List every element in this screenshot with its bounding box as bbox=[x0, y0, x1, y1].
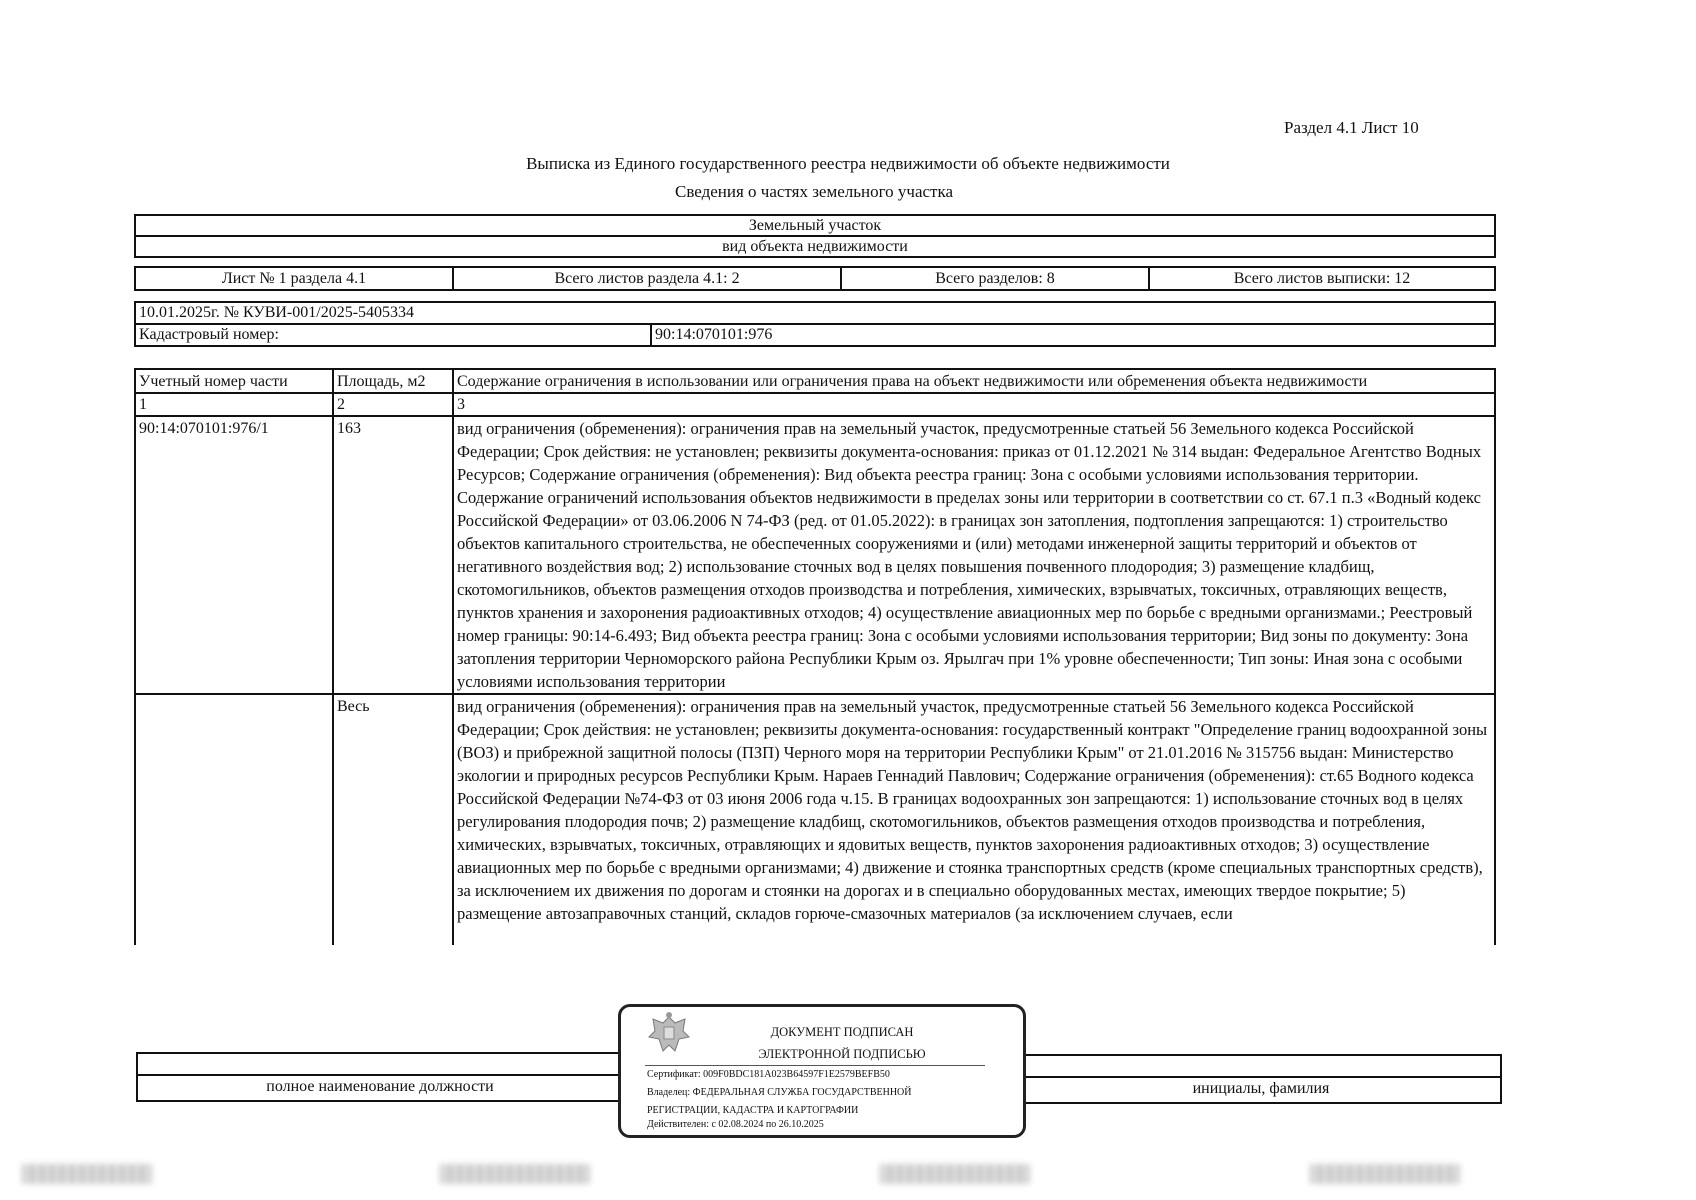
part-area: Весь bbox=[333, 694, 453, 945]
object-type-label: вид объекта недвижимости bbox=[135, 236, 1495, 257]
col-number-2: 2 bbox=[333, 393, 453, 416]
name-signature-box bbox=[1020, 1054, 1502, 1104]
total-extract-sheets: Всего листов выписки: 12 bbox=[1149, 267, 1495, 290]
object-table bbox=[134, 214, 1496, 258]
restriction-content-cell bbox=[453, 694, 1495, 945]
document-title: Выписка из Единого государственного реестра недвижимости об объекте недвижимости bbox=[526, 154, 1170, 173]
stamp-line-2: ЭЛЕКТРОННОЙ ПОДПИСЬЮ bbox=[758, 1047, 926, 1061]
scan-smudge bbox=[22, 1164, 152, 1184]
header-area: Площадь, м2 bbox=[333, 369, 453, 393]
stamp-line-1: ДОКУМЕНТ ПОДПИСАН bbox=[770, 1025, 914, 1039]
stamp-owner-2: РЕГИСТРАЦИИ, КАДАСТРА И КАРТОГРАФИИ bbox=[647, 1105, 859, 1116]
stamp-owner-1: Владелец: ФЕДЕРАЛЬНАЯ СЛУЖБА ГОСУДАРСТВЕННОЙ bbox=[647, 1087, 912, 1098]
scan-smudge bbox=[880, 1164, 1030, 1184]
part-number: 90:14:070101:976/1 bbox=[135, 416, 333, 694]
col-number-1: 1 bbox=[135, 393, 333, 416]
position-signature-box bbox=[136, 1052, 622, 1102]
table-row bbox=[135, 416, 1495, 694]
col-number-3: 3 bbox=[453, 393, 1495, 416]
total-section-sheets: Всего листов раздела 4.1: 2 bbox=[453, 267, 841, 290]
part-number bbox=[135, 694, 333, 945]
name-label: инициалы, фамилия bbox=[1192, 1080, 1330, 1097]
parts-table bbox=[134, 368, 1496, 945]
object-name: Земельный участок bbox=[135, 215, 1495, 236]
scan-smudge bbox=[440, 1164, 590, 1184]
stamp-validity: Действителен: с 02.08.2024 по 26.10.2025 bbox=[647, 1119, 824, 1130]
total-sections: Всего разделов: 8 bbox=[841, 267, 1149, 290]
date-number: 10.01.2025г. № КУВИ-001/2025-5405334 bbox=[135, 302, 1495, 324]
part-area: 163 bbox=[333, 416, 453, 694]
document-subtitle: Сведения о частях земельного участка bbox=[674, 182, 954, 201]
position-label: полное наименование должности bbox=[266, 1078, 494, 1095]
restriction-content: вид ограничения (обременения): ограничения прав на земельный участок, предусмотренные статьей 56 Земельного кодекса Российской Федерации; Срок действия: не установлен; реквизиты документа-основания: государственный контракт "Определение границ водоохранной зоны (ВОЗ) и прибрежной защитной полосы (ПЗП) Черного моря на территории Республики Крым" от 21.01.2016 № 315756 выдан: Министерство экологии и природных ресурсов Республики Крым. Нараев Геннадий Павлович; Содержание ограничения (обременения): ст.65 Водного кодекса Российской Федерации №74-ФЗ от 03 июня 2006 года ч.15. В границах водоохранных зон запрещаются: 1) использование сточных вод в целях регулирования плодородия почв; 2) размещение кладбищ, скотомогильников, объектов размещения отходов производства и потребления, химических, взрывчатых, токсичных, отравляющих и ядовитых веществ, пунктов захоронения радиоактивных отходов; 3) осуществление авиационных мер по борьбе с вредными организмами; 4) движение и стоянка транспортных средств (кроме специальных транспортных средств), за исключением их движения по дорогам и стоянки на дорогах и в специально оборудованных местах, имеющих твердое покрытие; 5) размещение автозаправочных станций, складов горюче-смазочных материалов (за исключением случаев, если bbox=[457, 697, 1488, 923]
sheet-number: Лист № 1 раздела 4.1 bbox=[135, 267, 453, 290]
header-part-number: Учетный номер части bbox=[135, 369, 333, 393]
cadastral-number: 90:14:070101:976 bbox=[651, 324, 1495, 346]
stamp-certificate: Сертификат: 009F0BDC181A023B64597F1E2579BEFB50 bbox=[647, 1069, 890, 1080]
header-content: Содержание ограничения в использовании или ограничения права на объект недвижимости или обременения объекта недвижимости bbox=[453, 369, 1495, 393]
table-row bbox=[135, 694, 1495, 945]
restriction-content: вид ограничения (обременения): ограничения прав на земельный участок, предусмотренные статьей 56 Земельного кодекса Российской Федерации; Срок действия: не установлен; реквизиты документа-основания: приказ от 01.12.2021 № 314 выдан: Федеральное Агентство Водных Ресурсов; Содержание ограничения (обременения): Вид объекта реестра границ: Зона с особыми условиями использования территории. Содержание ограничений использования объектов недвижимости в пределах зоны или территории в соответствии со ст. 67.1 п.3 «Водный кодекс Российской Федерации» от 03.06.2006 N 74-ФЗ (ред. от 01.05.2022): в границах зон затопления, подтопления запрещаются: 1) строительство объектов капитального строительства, не обеспеченных сооружениями и (или) методами инженерной защиты территорий и объектов от негативного воздействия вод; 2) использование сточных вод в целях повышения почвенного плодородия; 3) размещение кладбищ, скотомогильников, объектов размещения отходов производства и потребления, химических, взрывчатых, токсичных, отравляющих веществ, пунктов хранения и захоронения радиоактивных отходов; 4) осуществление авиационных мер по борьбе с вредными организмами.; Реестровый номер границы: 90:14-6.493; Вид объекта реестра границ: Зона с особыми условиями использования территории; Вид зоны по документу: Зона затопления территории Черноморского района Республики Крым оз. Ярылгач при 1% уровне обеспеченности; Тип зоны: Иная зона с особыми условиями использования территории bbox=[453, 416, 1495, 694]
sheets-table bbox=[134, 266, 1496, 291]
scan-smudge bbox=[1310, 1164, 1460, 1184]
info-table bbox=[134, 301, 1496, 347]
e-signature-stamp bbox=[618, 1004, 1026, 1138]
cadastral-label: Кадастровый номер: bbox=[135, 324, 651, 346]
section-sheet-label: Раздел 4.1 Лист 10 bbox=[1284, 118, 1419, 137]
